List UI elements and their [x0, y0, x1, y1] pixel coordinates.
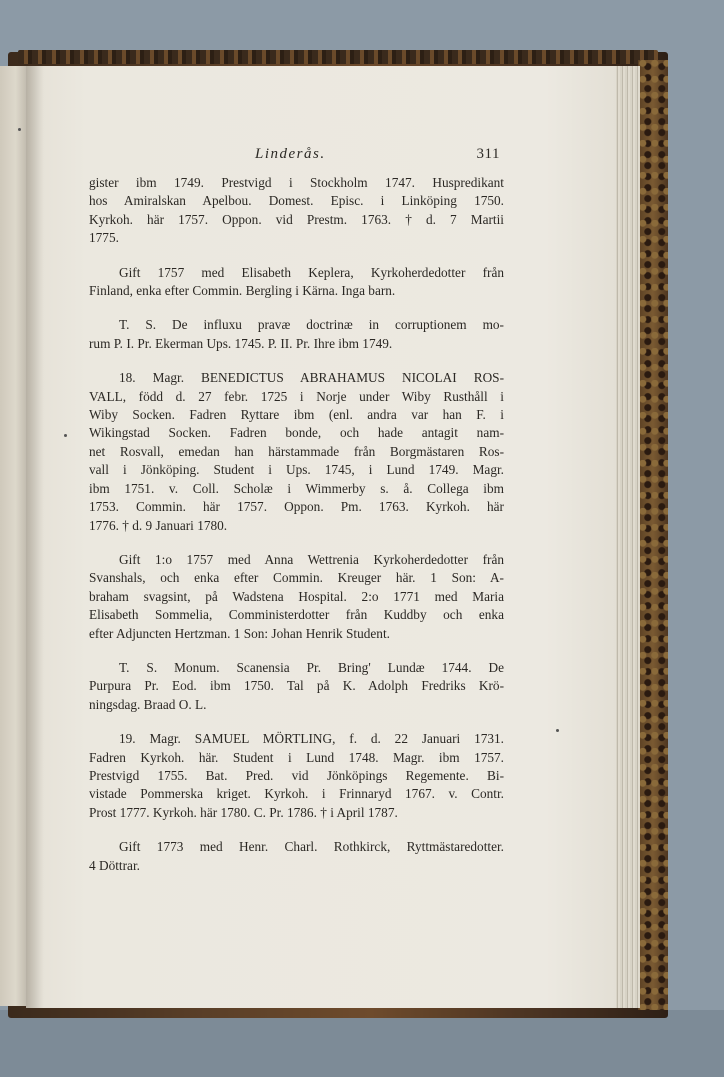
- paragraph: [89, 174, 504, 248]
- background-surface: [0, 1010, 724, 1077]
- ink-speck: [18, 128, 21, 131]
- text-line: ibm 1751. v. Coll. Scholæ i Wimmerby s. å. Collega ibm: [89, 480, 504, 496]
- text-line: rum P. I. Pr. Ekerman Ups. 1745. P. II. Pr. Ihre ibm 1749.: [89, 335, 393, 351]
- page-body: [89, 174, 504, 875]
- paragraph: [89, 730, 504, 822]
- text-line: Elisabeth Sommelia, Comministerdotter från Kuddby och enka: [89, 607, 504, 623]
- text-line: net Rosvall, emedan han härstammade från Borgmästaren Ros-: [89, 443, 504, 459]
- text-line: Kyrkoh. här 1757. Oppon. vid Prestm. 1763. † d. 7 Martii: [89, 211, 504, 227]
- text-line: 1775.: [89, 230, 119, 246]
- text-line: braham svagsint, på Wadstena Hospital. 2:o 1771 med Maria: [89, 588, 504, 604]
- ink-speck: [556, 729, 559, 732]
- text-line: Svanshals, och enka efter Commin. Kreuger här. 1 Son: A-: [89, 570, 504, 586]
- text-line: ningsdag. Braad O. L.: [89, 696, 207, 712]
- running-title: Linderås.: [255, 146, 326, 162]
- text-line: Gift 1:o 1757 med Anna Wettrenia Kyrkoherdedotter från: [119, 551, 504, 567]
- text-line: Wiby Socken. Fadren Ryttare ibm (enl. andra var han F. i: [89, 407, 504, 423]
- text-line: gister ibm 1749. Prestvigd i Stockholm 1747. Huspredikant: [89, 175, 504, 190]
- text-line: Prost 1777. Kyrkoh. här 1780. C. Pr. 1786. † i April 1787.: [89, 804, 398, 820]
- text-line: T. S. Monum. Scanensia Pr. Bring' Lundæ 1744. De: [119, 659, 504, 675]
- text-line: Gift 1757 med Elisabeth Keplera, Kyrkoherdedotter från: [119, 264, 504, 280]
- text-line: Finland, enka efter Commin. Bergling i Kärna. Inga barn.: [89, 283, 396, 299]
- paragraph-gap: [89, 714, 504, 730]
- paragraph-gap: [89, 535, 504, 551]
- paragraph-gap: [89, 353, 504, 369]
- book-cover-top-edge: [18, 50, 658, 64]
- page-number: 311: [476, 146, 500, 162]
- text-line: Purpura Pr. Eod. ibm 1750. Tal på K. Adolph Fredriks Krö-: [89, 678, 504, 694]
- text-line: Prestvigd 1755. Bat. Pred. vid Jönköpings Regemente. Bi-: [89, 767, 504, 783]
- paragraph: [89, 264, 504, 301]
- paragraph-gap: [89, 300, 504, 316]
- text-line: vistade Pommerska kriget. Kyrkoh. i Frinnaryd 1767. v. Contr.: [89, 786, 504, 802]
- text-line: vall i Jönköping. Student i Ups. 1745, i Lund 1749. Magr.: [89, 462, 504, 478]
- page-header: [255, 146, 500, 168]
- paragraph: [89, 369, 504, 535]
- left-page-edge: [0, 66, 27, 1006]
- paragraph: [89, 838, 504, 875]
- gutter-shadow: [26, 66, 44, 1008]
- marbled-cover-edge: [638, 60, 668, 1010]
- text-line: efter Adjuncten Hertzman. 1 Son: Johan Henrik Student.: [89, 625, 390, 641]
- paragraph-gap: [89, 643, 504, 659]
- text-line: Wikingstad Socken. Fadren bonde, och hade antagit nam-: [89, 425, 504, 441]
- ink-speck: [64, 434, 67, 437]
- text-line: 1753. Commin. här 1757. Oppon. Pm. 1763. Kyrkoh. här: [89, 499, 504, 515]
- paragraph: [89, 551, 504, 643]
- text-line: hos Amiralskan Apelbou. Domest. Episc. i Linköping 1750.: [89, 193, 504, 209]
- paragraph-gap: [89, 822, 504, 838]
- text-line: 18. Magr. BENEDICTUS ABRAHAMUS NICOLAI ROS-: [119, 370, 504, 386]
- text-line: VALL, född d. 27 febr. 1725 i Norje under Wiby Rusthåll i: [89, 388, 504, 404]
- text-line: 4 Döttrar.: [89, 857, 140, 873]
- paragraph: [89, 316, 504, 353]
- text-line: Fadren Kyrkoh. här. Student i Lund 1748. Magr. ibm 1757.: [89, 749, 504, 765]
- text-line: 19. Magr. SAMUEL MÖRTLING, f. d. 22 Januari 1731.: [119, 731, 504, 747]
- text-line: Gift 1773 med Henr. Charl. Rothkirck, Ryttmästaredotter.: [119, 839, 504, 855]
- paragraph: [89, 659, 504, 714]
- text-line: T. S. De influxu pravæ doctrinæ in corruptionem mo-: [119, 317, 504, 333]
- text-line: 1776. † d. 9 Januari 1780.: [89, 517, 228, 533]
- paragraph-gap: [89, 248, 504, 264]
